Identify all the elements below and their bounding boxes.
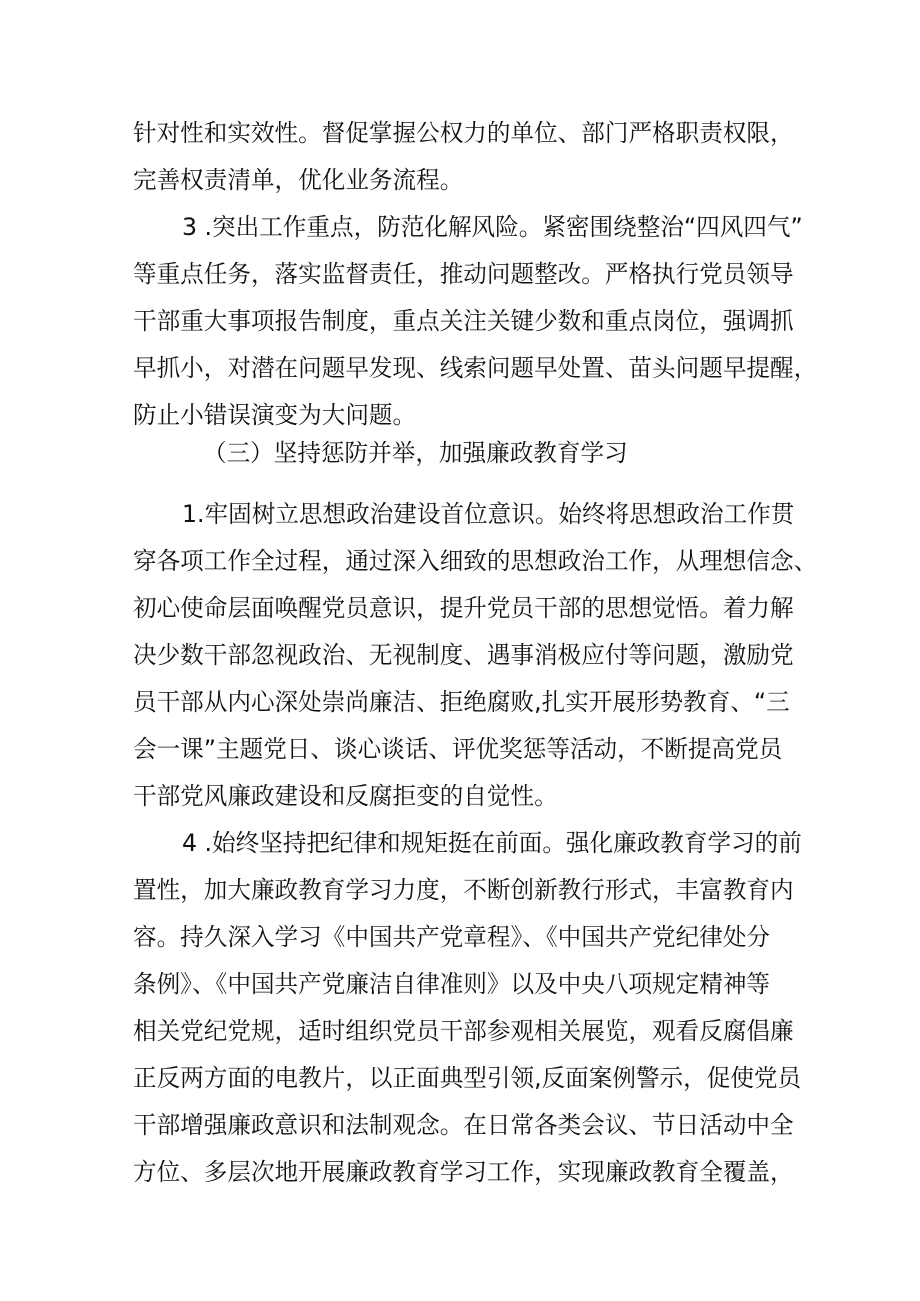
paragraph-line: 4 .始终坚持把纪律和规矩挺在前面。强化廉政教育学习的前 (182, 829, 802, 857)
paragraph-line: 方位、多层次地开展廉政教育学习工作，实现廉政教育全覆盖， (133, 1158, 794, 1186)
section-heading: （三）坚持惩防并举，加强廉政教育学习 (203, 439, 628, 467)
paragraph-line: 决少数干部忽视政治、无视制度、遇事消极应付等问题，激励党 (133, 641, 794, 669)
paragraph-line: 条例》、《中国共产党廉洁自律准则》以及中央八项规定精神等 (133, 970, 771, 998)
paragraph-line: 等重点任务，落实监督责任，推动问题整改。严格执行党员领导 (133, 260, 794, 288)
paragraph-line: 针对性和实效性。督促掌握公权力的单位、部门严格职责权限， (133, 119, 794, 147)
paragraph-line: 早抓小，对潜在问题早发现、线索问题早处置、苗头问题早提醒， (133, 354, 818, 382)
paragraph-line: 容。持久深入学习《中国共产党章程》、《中国共产党纪律处分 (133, 923, 771, 951)
paragraph-line: 初心使命层面唤醒党员意识，提升党员干部的思想觉悟。着力解 (133, 594, 794, 622)
paragraph-line: 3 .突出工作重点，防范化解风险。紧密围绕整治“四风四气” (182, 213, 803, 241)
paragraph-line: 防止小错误演变为大问题。 (133, 401, 417, 429)
paragraph-line: 完善权责清单，优化业务流程。 (133, 166, 464, 194)
paragraph-line: 正反两方面的电教片，以正面典型引领,反面案例警示，促使党员 (133, 1064, 802, 1092)
paragraph-line: 穿各项工作全过程，通过深入细致的思想政治工作，从理想信念、 (133, 547, 818, 575)
paragraph-line: 干部重大事项报告制度，重点关注关键少数和重点岗位，强调抓 (133, 307, 794, 335)
paragraph-line: 置性，加大廉政教育学习力度，不断创新教行形式，丰富教育内 (133, 876, 794, 904)
paragraph-line: 会一课”主题党日、谈心谈话、评优奖惩等活动，不断提高党员 (133, 735, 783, 763)
paragraph-line: 1.牢固树立思想政治建设首位意识。始终将思想政治工作贯 (182, 500, 795, 528)
paragraph-line: 相关党纪党规，适时组织党员干部参观相关展览，观看反腐倡廉 (133, 1017, 794, 1045)
paragraph-line: 干部增强廉政意识和法制观念。在日常各类会议、节日活动中全 (133, 1111, 794, 1139)
paragraph-line: 员干部从内心深处崇尚廉洁、拒绝腐败,扎实开展形势教育、“三 (133, 688, 790, 716)
paragraph-line: 干部党风廉政建设和反腐拒变的自觉性。 (133, 782, 558, 810)
